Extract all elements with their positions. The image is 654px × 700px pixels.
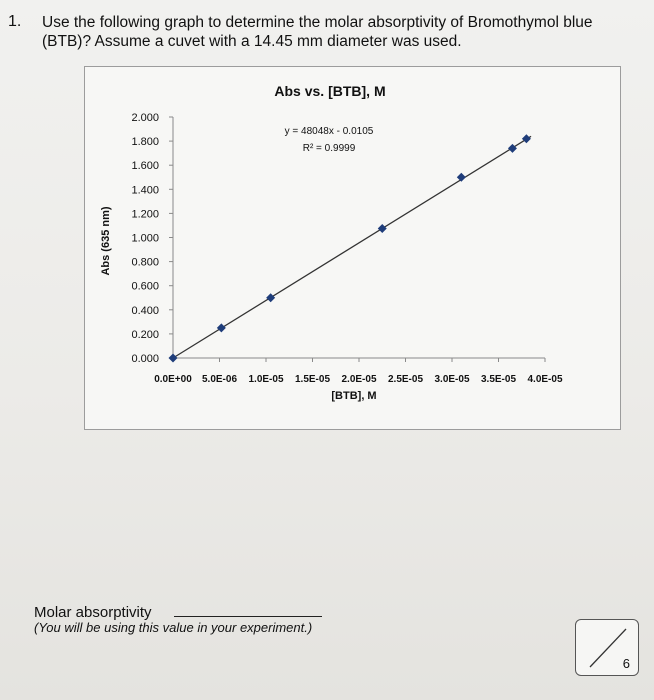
x-tick-label: 2.0E-05 — [341, 374, 377, 385]
y-axis-label: Abs (635 nm) — [100, 206, 112, 276]
data-point — [169, 354, 178, 363]
chart-title: Abs vs. [BTB], M — [274, 83, 386, 99]
question-text: Use the following graph to determine the molar absorptivity of Bromothymol blue (BTB)? Assume a cuvet with a 14.45 mm diameter was used. — [42, 14, 593, 50]
x-tick-label: 3.0E-05 — [434, 374, 470, 385]
chart-svg — [85, 67, 620, 429]
data-point — [266, 293, 275, 302]
answer-blank-line[interactable] — [174, 616, 322, 617]
score-value: 6 — [622, 656, 630, 671]
y-tick-label: 1.000 — [131, 232, 159, 245]
trendline-equation: y = 48048x - 0.0105 — [284, 126, 374, 137]
trendline — [173, 136, 531, 358]
y-tick-label: 0.200 — [131, 328, 159, 341]
y-tick-label: 1.800 — [131, 136, 159, 149]
x-axis-label: [BTB], M — [331, 390, 377, 402]
score-box — [575, 619, 639, 676]
y-tick-label: 2.000 — [131, 112, 159, 124]
data-point — [378, 224, 387, 233]
x-tick-label: 3.5E-05 — [480, 374, 517, 385]
y-tick-label: 1.200 — [131, 208, 159, 221]
x-tick-label: 0.0E+00 — [154, 374, 192, 385]
molar-absorptivity-label: Molar absorptivity — [34, 604, 152, 621]
y-tick-label: 0.800 — [131, 256, 159, 269]
y-tick-label: 0.600 — [131, 280, 159, 293]
x-tick-label: 1.5E-05 — [294, 374, 331, 385]
y-tick-label: 1.600 — [131, 160, 159, 173]
y-tick-label: 0.000 — [131, 353, 159, 365]
x-tick-label: 2.5E-05 — [387, 374, 424, 385]
y-tick-label: 1.400 — [131, 184, 159, 197]
x-tick-label: 4.0E-05 — [527, 374, 563, 385]
experiment-note: (You will be using this value in your experiment.) — [34, 620, 313, 635]
trendline-r2: R² = 0.9999 — [302, 143, 356, 154]
data-point — [217, 323, 226, 332]
chart-container — [84, 66, 621, 430]
question-number: 1. — [8, 13, 22, 30]
y-tick-label: 0.400 — [131, 304, 159, 317]
data-point — [457, 173, 466, 182]
x-tick-label: 1.0E-05 — [248, 374, 284, 385]
x-tick-label: 5.0E-06 — [201, 374, 238, 385]
